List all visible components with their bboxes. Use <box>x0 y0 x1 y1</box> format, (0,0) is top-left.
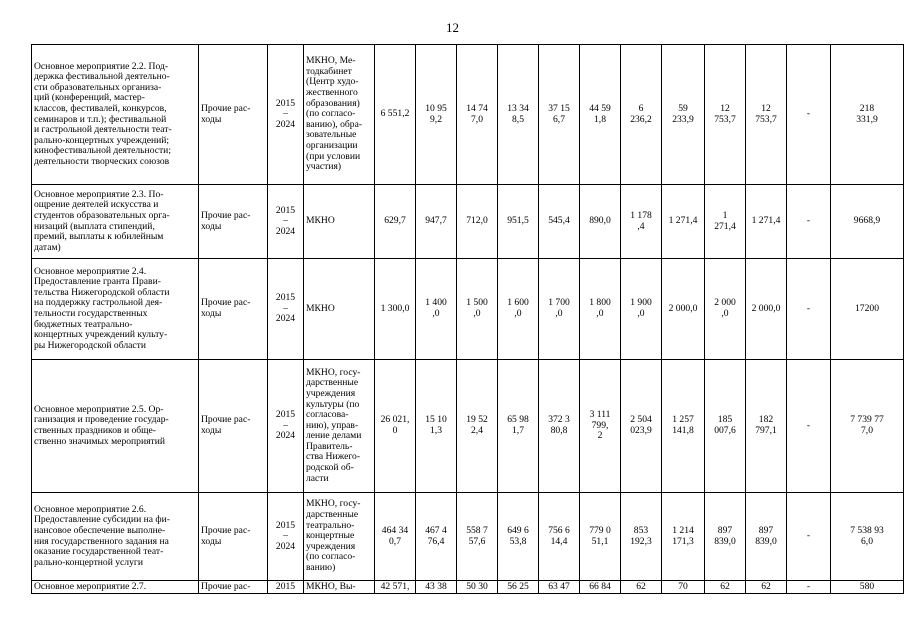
funding-source-cell: Прочие рас- ходы <box>199 360 268 493</box>
event-cell: Основное мероприятие 2.6. Предоставление субсидии на фи- нансовое обеспечение выполне- ния государственного задания на оказание государственной теат- рально-концертной услуги <box>32 493 199 581</box>
amount-cell: 2 000,0 <box>662 259 705 360</box>
amount-cell: 1 600 ,0 <box>498 259 539 360</box>
amount-cell: 185 007,6 <box>705 360 746 493</box>
amount-cell: 897 839,0 <box>705 493 746 581</box>
amount-cell: 56 25 <box>498 581 539 594</box>
event-cell: Основное мероприятие 2.4. Предоставление гранта Прави- тельства Нижегородской области на поддержку гастрольной дея- тельности государственных бюджетных театрально- концертных учреждений культу- ры Нижегородской области <box>32 259 199 360</box>
responsible-cell: МКНО <box>304 259 375 360</box>
amount-cell: 1 271,4 <box>746 185 787 259</box>
total-cell: 7 538 93 6,0 <box>831 493 904 581</box>
event-cell: Основное мероприятие 2.5. Ор- ганизация и проведение государ- ственных праздников и обще- ственно значимых мероприятий <box>32 360 199 493</box>
amount-cell: 890,0 <box>580 185 621 259</box>
amount-cell: 1 271,4 <box>705 185 746 259</box>
amount-cell: 467 4 76,4 <box>416 493 457 581</box>
dash-cell: - <box>787 45 831 185</box>
total-cell: 7 739 77 7,0 <box>831 360 904 493</box>
amount-cell: 712,0 <box>457 185 498 259</box>
amount-cell: 26 021, 0 <box>375 360 416 493</box>
dash-cell: - <box>787 185 831 259</box>
amount-cell: 1 500 ,0 <box>457 259 498 360</box>
amount-cell: 545,4 <box>539 185 580 259</box>
amount-cell: 65 98 1,7 <box>498 360 539 493</box>
table-row <box>32 360 904 493</box>
total-cell: 580 <box>831 581 904 594</box>
period-cell: 2015 – 2024 <box>268 45 304 185</box>
amount-cell: 44 59 1,8 <box>580 45 621 185</box>
amount-cell: 779 0 51,1 <box>580 493 621 581</box>
event-cell: Основное мероприятие 2.2. Под- держка фестивальной деятельно- сти образовательных организа- ций (конференций, мастер- классов, фестивалей, конкурсов, семинаров и т.п.); фестивальной и гастрольной деятельности теат- рально-концертных учреждений; кинофестивальной деятельности; деятельности творческих союзов <box>32 45 199 185</box>
amount-cell: 464 34 0,7 <box>375 493 416 581</box>
amount-cell: 649 6 53,8 <box>498 493 539 581</box>
event-cell: Основное мероприятие 2.3. По- ощрение деятелей искусства и студентов образовательных орга- низаций (выплата стипендий, премий, выплаты к юбилейным датам) <box>32 185 199 259</box>
amount-cell: 1 178 ,4 <box>621 185 662 259</box>
amount-cell: 2 000 ,0 <box>705 259 746 360</box>
table-row <box>32 185 904 259</box>
amount-cell: 372 3 80,8 <box>539 360 580 493</box>
event-cell: Основное мероприятие 2.7. <box>32 581 199 594</box>
amount-cell: 10 95 9,2 <box>416 45 457 185</box>
dash-cell: - <box>787 360 831 493</box>
responsible-cell: МКНО, госу- дарственные театрально- концертные учреждения (по согласо- ванию) <box>304 493 375 581</box>
responsible-cell: МКНО, Вы- <box>304 581 375 594</box>
amount-cell: 2 000,0 <box>746 259 787 360</box>
period-cell: 2015 – 2024 <box>268 259 304 360</box>
funding-source-cell: Прочие рас- ходы <box>199 185 268 259</box>
dash-cell: - <box>787 493 831 581</box>
amount-cell: 2 504 023,9 <box>621 360 662 493</box>
table-body <box>32 45 904 594</box>
amount-cell: 59 233,9 <box>662 45 705 185</box>
total-cell: 9668,9 <box>831 185 904 259</box>
amount-cell: 13 34 8,5 <box>498 45 539 185</box>
amount-cell: 182 797,1 <box>746 360 787 493</box>
responsible-cell: МКНО <box>304 185 375 259</box>
total-cell: 218 331,9 <box>831 45 904 185</box>
page-number: 12 <box>446 20 459 35</box>
dash-cell: - <box>787 581 831 594</box>
responsible-cell: МКНО, госу- дарственные учреждения культуры (по согласова- нию), управ- ление делами Правитель- ства Нижего- родской об- ласти <box>304 360 375 493</box>
amount-cell: 6 551,2 <box>375 45 416 185</box>
table-row <box>32 493 904 581</box>
amount-cell: 558 7 57,6 <box>457 493 498 581</box>
amount-cell: 66 84 <box>580 581 621 594</box>
period-cell: 2015 – 2024 <box>268 360 304 493</box>
dash-cell: - <box>787 259 831 360</box>
amount-cell: 1 271,4 <box>662 185 705 259</box>
funding-source-cell: Прочие рас- ходы <box>199 45 268 185</box>
amount-cell: 62 <box>621 581 662 594</box>
table-row <box>32 581 904 594</box>
amount-cell: 50 30 <box>457 581 498 594</box>
amount-cell: 15 10 1,3 <box>416 360 457 493</box>
amount-cell: 62 <box>705 581 746 594</box>
amount-cell: 1 214 171,3 <box>662 493 705 581</box>
funding-source-cell: Прочие рас- ходы <box>199 493 268 581</box>
amount-cell: 3 111 799, 2 <box>580 360 621 493</box>
amount-cell: 62 <box>746 581 787 594</box>
table-row <box>32 45 904 185</box>
amount-cell: 951,5 <box>498 185 539 259</box>
table-row <box>32 259 904 360</box>
period-cell: 2015 – 2024 <box>268 185 304 259</box>
amount-cell: 6 236,2 <box>621 45 662 185</box>
period-cell: 2015 – 2024 <box>268 493 304 581</box>
funding-source-cell: Прочие рас- ходы <box>199 259 268 360</box>
amount-cell: 37 15 6,7 <box>539 45 580 185</box>
amount-cell: 947,7 <box>416 185 457 259</box>
amount-cell: 14 74 7,0 <box>457 45 498 185</box>
amount-cell: 1 300,0 <box>375 259 416 360</box>
period-cell: 2015 <box>268 581 304 594</box>
amount-cell: 756 6 14,4 <box>539 493 580 581</box>
amount-cell: 1 800 ,0 <box>580 259 621 360</box>
amount-cell: 12 753,7 <box>705 45 746 185</box>
amount-cell: 1 257 141,8 <box>662 360 705 493</box>
amount-cell: 1 900 ,0 <box>621 259 662 360</box>
amount-cell: 897 839,0 <box>746 493 787 581</box>
amount-cell: 12 753,7 <box>746 45 787 185</box>
responsible-cell: МКНО, Ме- тодкабинет (Центр худо- жественного образования) (по согласо- ванию), обра- зовательные организации (при условии участия) <box>304 45 375 185</box>
total-cell: 17200 <box>831 259 904 360</box>
amount-cell: 853 192,3 <box>621 493 662 581</box>
funding-source-cell: Прочие рас- <box>199 581 268 594</box>
amount-cell: 1 700 ,0 <box>539 259 580 360</box>
amount-cell: 70 <box>662 581 705 594</box>
amount-cell: 1 400 ,0 <box>416 259 457 360</box>
budget-table <box>31 44 904 594</box>
amount-cell: 42 571, <box>375 581 416 594</box>
amount-cell: 43 38 <box>416 581 457 594</box>
amount-cell: 63 47 <box>539 581 580 594</box>
amount-cell: 629,7 <box>375 185 416 259</box>
amount-cell: 19 52 2,4 <box>457 360 498 493</box>
